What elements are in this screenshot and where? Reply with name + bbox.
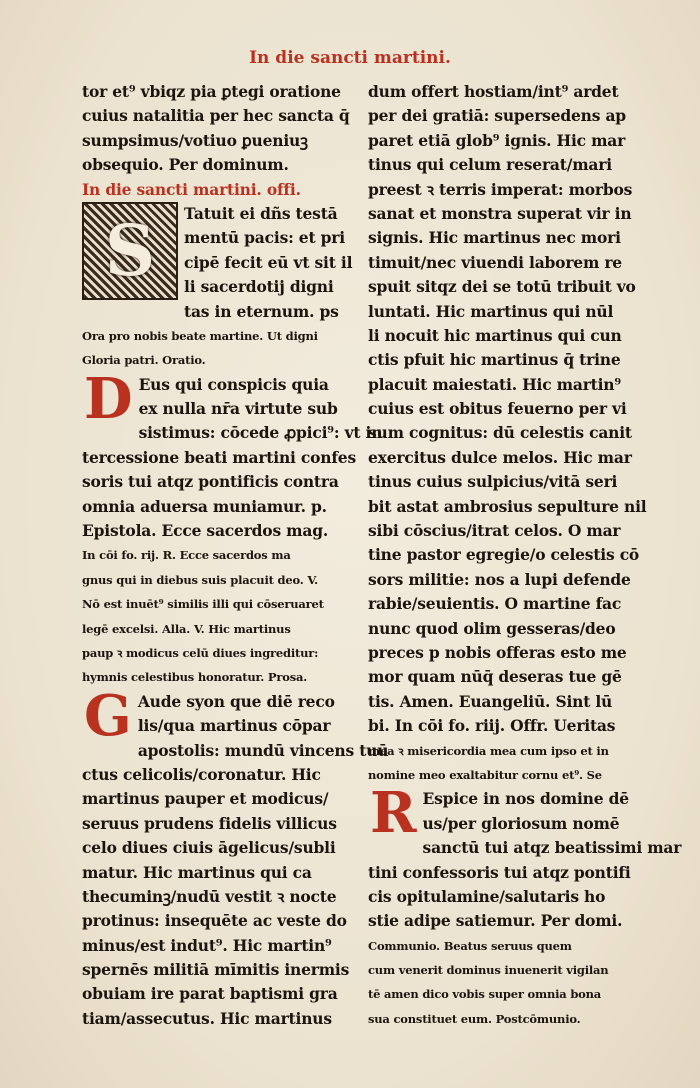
text-line: tiam/assecutus. Hic martinus <box>82 1008 332 1028</box>
text-line: placuit maiestati. Hic martin⁹ <box>368 374 621 394</box>
text-line-small: sua constituet eum. Postcōmunio. <box>368 1011 581 1026</box>
text-line: rabie/seuientis. O martine fac <box>368 594 622 614</box>
red-initial: R <box>370 780 417 847</box>
text-line: Aude syon que diē reco <box>137 691 335 711</box>
text-line: minus/est indut⁹. Hic martin⁹ <box>82 935 332 955</box>
text-line: tor et⁹ vbiqz pia ꝑtegi oratione <box>82 82 341 101</box>
text-line: lis/qua martinus cōpar <box>137 716 331 736</box>
text-line: bit astat ambrosius sepulture nil <box>368 496 647 516</box>
text-line: cuius est obitus feuerno per vi <box>368 399 627 419</box>
text-line: luntati. Hic martinus qui nūl <box>368 301 614 321</box>
text-line: sibi cōscius/itrat celos. O mar <box>368 521 621 541</box>
text-line: signis. Hic martinus nec mori <box>368 228 621 248</box>
text-line: sumpsimus/votiuo ꝑueniuꝫ <box>82 130 308 150</box>
text-line: paret etiā glob⁹ ignis. Hic mar <box>368 130 626 150</box>
text-line-small: In cōi fo. rij. R. Ecce sacerdos ma <box>82 548 291 563</box>
text-line-small: paup ꝛ modicus celū diues ingreditur: <box>82 645 319 660</box>
text-line: ex nulla nr̄a virtute sub <box>138 399 338 419</box>
text-line-small: nomine meo exaltabitur cornu et⁹. Se <box>368 767 602 782</box>
text-line: dum offert hostiam/int⁹ ardet <box>368 82 619 101</box>
text-line: mor quam nūq̄ deseras tue gē <box>368 667 622 687</box>
text-line-small: gnus qui in diebus suis placuit deo. V. <box>82 572 318 587</box>
text-line: per dei gratiā: supersedens ap <box>368 106 626 126</box>
text-line-small: mea ꝛ misericordia mea cum ipso et in <box>368 743 609 758</box>
rubric-line: In die sancti martini. offi. <box>82 179 301 199</box>
text-line: tercessione beati martini confes <box>82 447 356 467</box>
text-line: sanctū tui atqz beatissimi mar <box>422 838 682 858</box>
right-column <box>368 80 682 1031</box>
text-line: bi. In cōi fo. riij. Offr. Ueritas <box>368 716 616 736</box>
text-line-small: Nō est inuēt⁹ similis illi qui cōseruaret <box>82 597 324 612</box>
text-line: Espice in nos domine dē <box>422 789 629 809</box>
text-line-small: Gloria patri. Oratio. <box>82 353 206 368</box>
text-line: Tatuit ei dñs testā <box>184 203 338 223</box>
text-line: sum cognitus: dū celestis canit <box>368 423 632 443</box>
text-line: tas in eternum. ps <box>184 301 339 321</box>
text-line: spernēs militiā mīmitis inermis <box>82 960 350 980</box>
text-line: sors militie: nos a lupi defende <box>368 569 631 589</box>
text-line: tinus cuius sulpicius/vitā seri <box>368 472 618 492</box>
text-line-small: Ora pro nobis beate martine. Ut digni <box>82 328 318 343</box>
text-line: omnia aduersa muniamur. p. <box>82 496 327 516</box>
text-line: us/per gloriosum nomē <box>422 813 620 833</box>
text-line: celo diues ciuis āgelicus/subli <box>82 838 336 858</box>
text-line: li sacerdotij digni <box>184 277 334 297</box>
page-header: In die sancti martini. <box>249 48 451 68</box>
text-line: apostolis: mundū vincens tuū <box>137 740 389 760</box>
text-line: tinus qui celum reserat/mari <box>368 155 612 175</box>
text-line: tis. Amen. Euangeliū. Sint lū <box>368 691 613 711</box>
text-line: obuiam ire parat baptismi gra <box>82 984 338 1004</box>
text-line: preest ꝛ terris imperat: morbos <box>368 179 633 199</box>
text-line: cis opitulamine/salutaris ho <box>368 886 606 906</box>
text-line: timuit/nec viuendi laborem re <box>368 252 622 272</box>
left-column <box>82 80 389 1031</box>
text-line: stie adipe satiemur. Per domi. <box>368 911 623 931</box>
text-line: seruus prudens fidelis villicus <box>82 813 337 833</box>
text-line: martinus pauper et modicus/ <box>82 789 329 809</box>
text-line: mentū pacis: et pri <box>184 228 345 248</box>
text-line: spuit sitqz dei se totū tribuit vo <box>368 277 636 297</box>
text-line: cuius natalitia per hec sancta q̄ <box>82 106 350 126</box>
text-line-small: legē excelsi. Alla. V. Hic martinus <box>82 621 291 636</box>
text-line: tine pastor egregie/o celestis cō <box>368 545 640 565</box>
text-line: tini confessoris tui atqz pontifi <box>368 862 631 882</box>
text-line: obsequio. Per dominum. <box>82 155 289 175</box>
text-line: sistimus: cōcede ꝓpici⁹: vt in <box>138 423 383 443</box>
text-line-small: cum venerit dominus inuenerit vigilan <box>368 963 609 978</box>
text-line: protinus: insequēte ac veste do <box>82 911 347 931</box>
text-line: matur. Hic martinus qui ca <box>82 862 312 882</box>
text-line: cipē fecit eū vt sit il <box>184 252 353 272</box>
text-line-small: tē amen dico vobis super omnia bona <box>368 987 602 1002</box>
red-initial: G <box>84 682 132 749</box>
text-line-small: hymnis celestibus honoratur. Prosa. <box>82 670 308 685</box>
text-line: ctis pfuit hic martinus q̄ trine <box>368 350 621 370</box>
text-line: sanat et monstra superat vir in <box>368 203 632 223</box>
text-line-small: Communio. Beatus seruus quem <box>368 938 572 953</box>
text-line: nunc quod olim gesseras/deo <box>368 618 616 638</box>
text-line: exercitus dulce melos. Hic mar <box>368 447 632 467</box>
text-line: ctus celicolis/coronatur. Hic <box>82 764 321 784</box>
text-line: Epistola. Ecce sacerdos mag. <box>82 521 329 541</box>
text-line: thecuminꝫ/nudū vestit ꝛ nocte <box>82 886 337 906</box>
decorated-initial: S <box>82 202 178 300</box>
text-line: li nocuit hic martinus qui cun <box>368 325 622 345</box>
red-initial: D <box>84 365 133 432</box>
text-line: soris tui atqz pontificis contra <box>82 472 339 492</box>
text-line: preces p nobis offeras esto me <box>368 642 627 662</box>
text-line: Eus qui conspicis quia <box>138 374 329 394</box>
